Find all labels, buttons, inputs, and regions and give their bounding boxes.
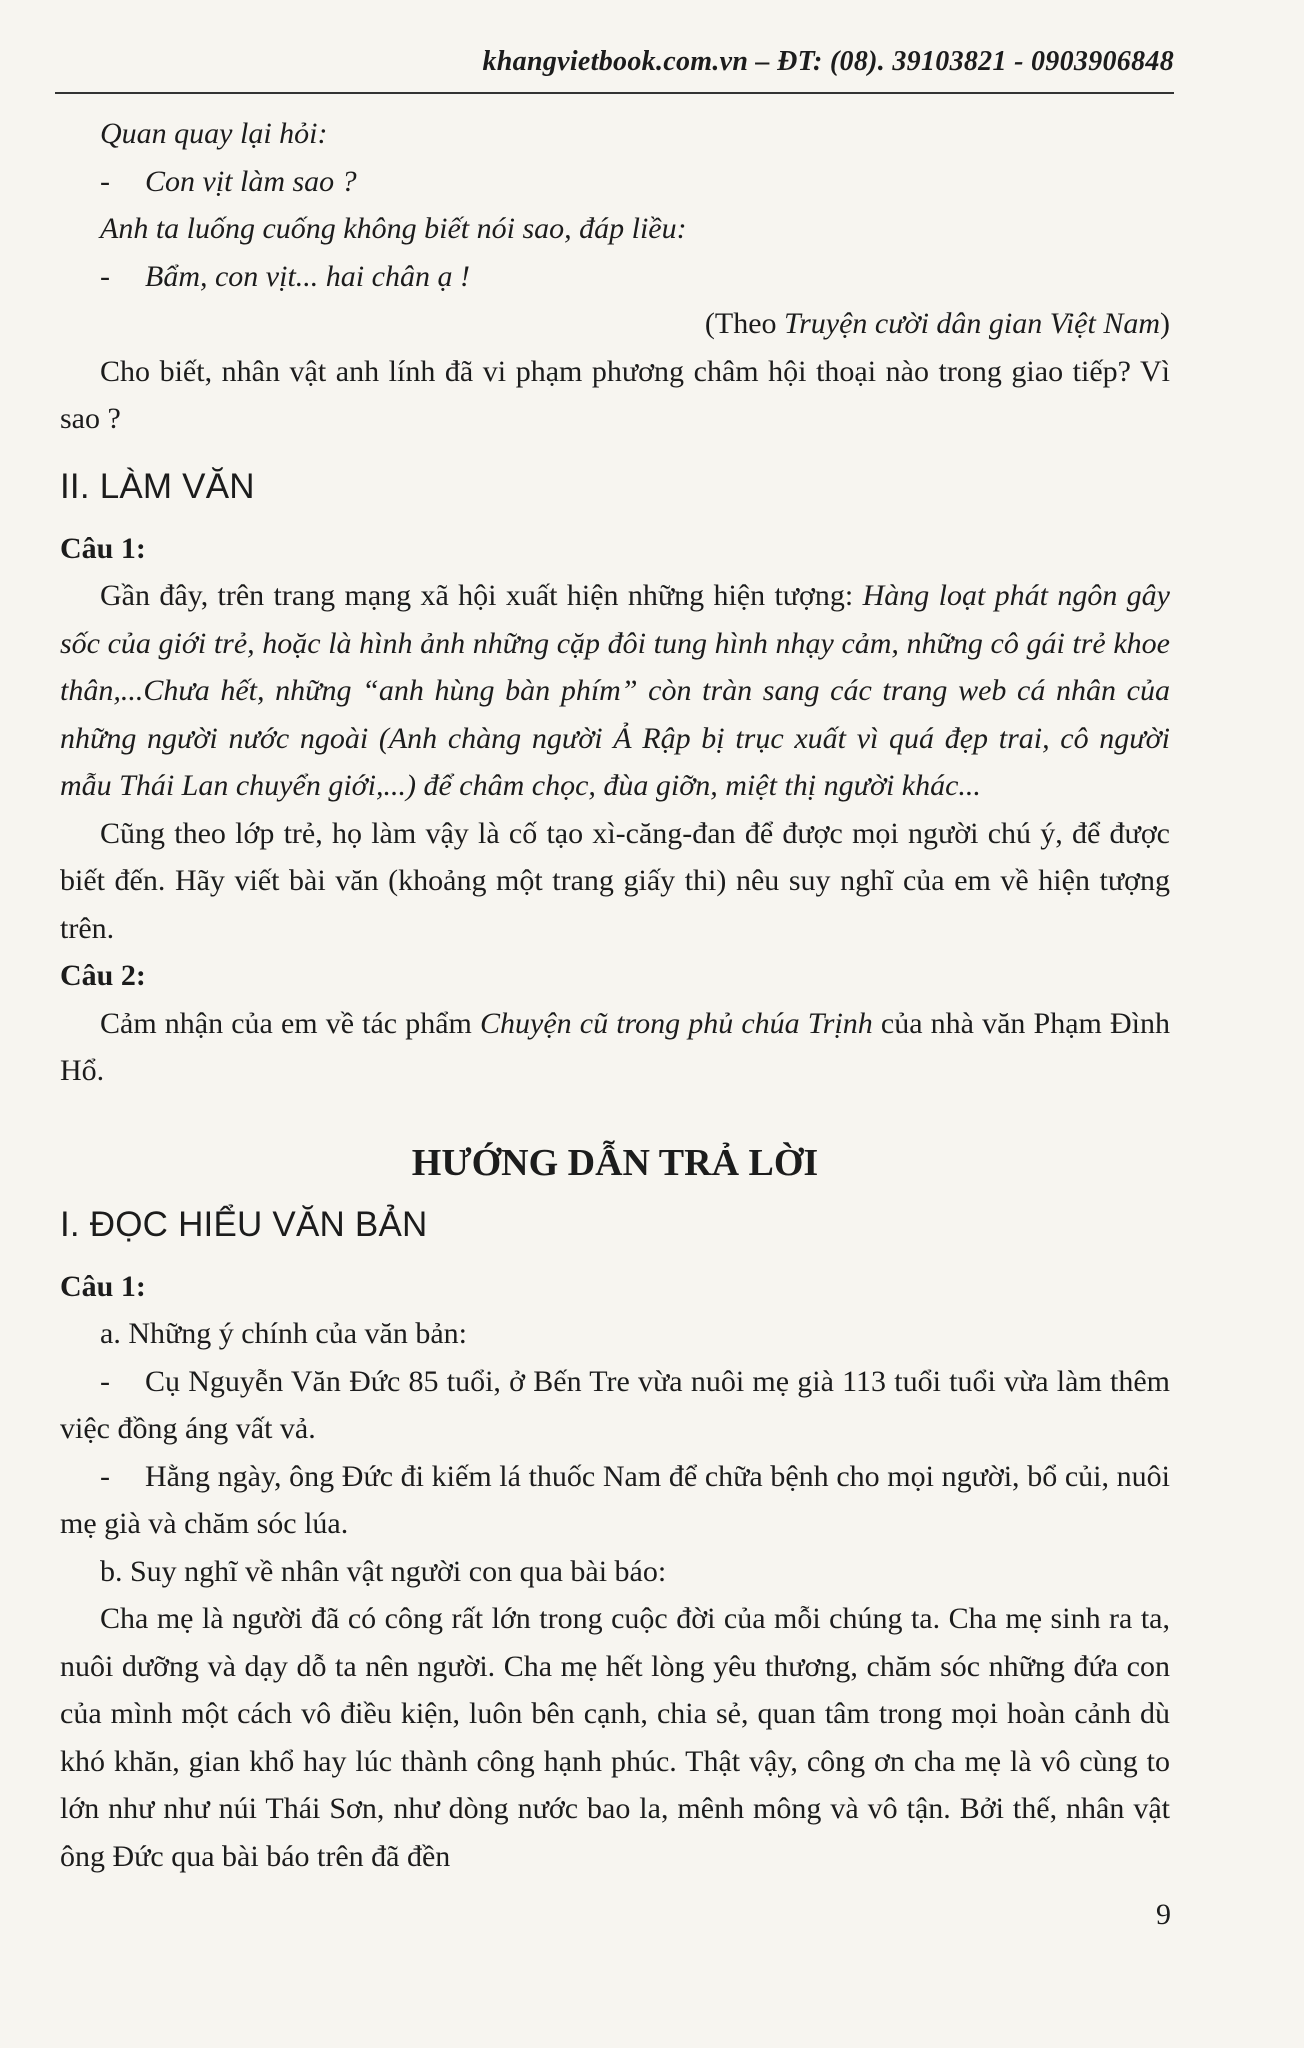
answer-a-point xyxy=(60,1453,1170,1548)
question-1-paragraph-2: Cũng theo lớp trẻ, họ làm vậy là cố tạo xì-căng-đan để được mọi người chú ý, để được biết đến. Hãy viết bài văn (khoảng một trang giấy thi) nêu suy nghĩ của em về hiện tượng trên. xyxy=(60,816,1170,945)
story-dash-line xyxy=(60,253,1170,301)
question-2-suffix: của nhà văn Phạm Đình Hổ. xyxy=(60,1006,1170,1087)
story-source xyxy=(60,300,1170,348)
source-title: Truyện cười dân gian Việt Nam xyxy=(784,307,1160,340)
dash-marker: - xyxy=(100,1364,110,1398)
question-1-italic: Hàng loạt phát ngôn gây sốc của giới trẻ, hoặc là hình ảnh những cặp đôi tung hình nhạy cảm, những cô gái trẻ khoe thân,...Chưa hết, những “anh hùng bàn phím” còn tràn sang các trang web cá nhân của những người nước ngoài (Anh chàng người Ả Rập bị trục xuất vì quá đẹp trai, cô người mẫu Thái Lan chuyển giới,...) để châm chọc, đùa giỡn, miệt thị người khác... xyxy=(60,579,1170,802)
story-dash-text: Bẩm, con vịt... hai chân ạ ! xyxy=(145,259,470,293)
page-number: 9 xyxy=(1156,1898,1171,1931)
source-suffix: ) xyxy=(1160,307,1170,340)
dash-marker: - xyxy=(100,164,110,198)
section-heading-lam-van: II. LÀM VĂN xyxy=(60,466,255,506)
question-2-prefix: Cảm nhận của em về tác phẩm xyxy=(100,1006,480,1040)
question-1-intro: Gần đây, trên trang mạng xã hội xuất hiện những hiện tượng: xyxy=(100,579,863,612)
story-line: Quan quay lại hỏi: xyxy=(100,117,328,150)
answer-guide-title: HƯỚNG DẪN TRẢ LỜI xyxy=(411,1141,819,1184)
answer-b-paragraph: Cha mẹ là người đã có công rất lớn trong cuộc đời của mỗi chúng ta. Cha mẹ sinh ra ta, nuôi dưỡng và dạy dỗ ta nên người. Cha mẹ hết lòng yêu thương, chăm sóc những đứa con của mình một cách vô điều kiện, luôn bên cạnh, chia sẻ, quan tâm trong mọi hoàn cảnh dù khó khăn, gian khổ hay lúc thành công hạnh phúc. Thật vậy, công ơn cha mẹ là vô cùng to lớn như như núi Thái Sơn, như dòng nước bao la, mênh mông và vô tận. Bởi thế, nhân vật ông Đức qua bài báo trên đã đền xyxy=(60,1602,1170,1873)
question-label: Câu 1: xyxy=(60,531,146,565)
question-label: Câu 2: xyxy=(60,959,146,992)
answer-a-heading: a. Những ý chính của văn bản: xyxy=(100,1317,467,1350)
question-1-text xyxy=(60,572,1170,810)
header-text: khangvietbook.com.vn – ĐT: (08). 39103821 - 0903906848 xyxy=(482,46,1174,77)
question-2-text xyxy=(60,1000,1170,1095)
source-prefix: (Theo xyxy=(704,307,785,340)
answer-a-point-text: Cụ Nguyễn Văn Đức 85 tuổi, ở Bến Tre vừa nuôi mẹ già 113 tuổi tuổi vừa làm thêm việc đồng áng vất vả. xyxy=(60,1364,1170,1445)
question-2-title: Chuyện cũ trong phủ chúa Trịnh xyxy=(480,1006,873,1040)
story-dash-text: Con vịt làm sao ? xyxy=(145,164,357,198)
answer-a-point-text: Hằng ngày, ông Đức đi kiếm lá thuốc Nam để chữa bệnh cho mọi người, bổ củi, nuôi mẹ già và chăm sóc lúa. xyxy=(60,1459,1170,1540)
dash-marker: - xyxy=(100,1459,110,1493)
section-heading-doc-hieu: I. ĐỌC HIỂU VĂN BẢN xyxy=(60,1204,428,1244)
story-line: Anh ta luống cuống không biết nói sao, đáp liều: xyxy=(100,212,687,245)
question-label: Câu 1: xyxy=(60,1269,146,1303)
page-header xyxy=(55,44,1174,94)
dash-marker: - xyxy=(100,259,110,293)
story-question: Cho biết, nhân vật anh lính đã vi phạm phương châm hội thoại nào trong giao tiếp? Vì sao ? xyxy=(60,354,1170,435)
answer-a-point xyxy=(60,1358,1170,1453)
page-content xyxy=(60,110,1170,1880)
story-dash-line xyxy=(60,158,1170,206)
answer-b-heading: b. Suy nghĩ về nhân vật người con qua bài báo: xyxy=(100,1554,667,1588)
